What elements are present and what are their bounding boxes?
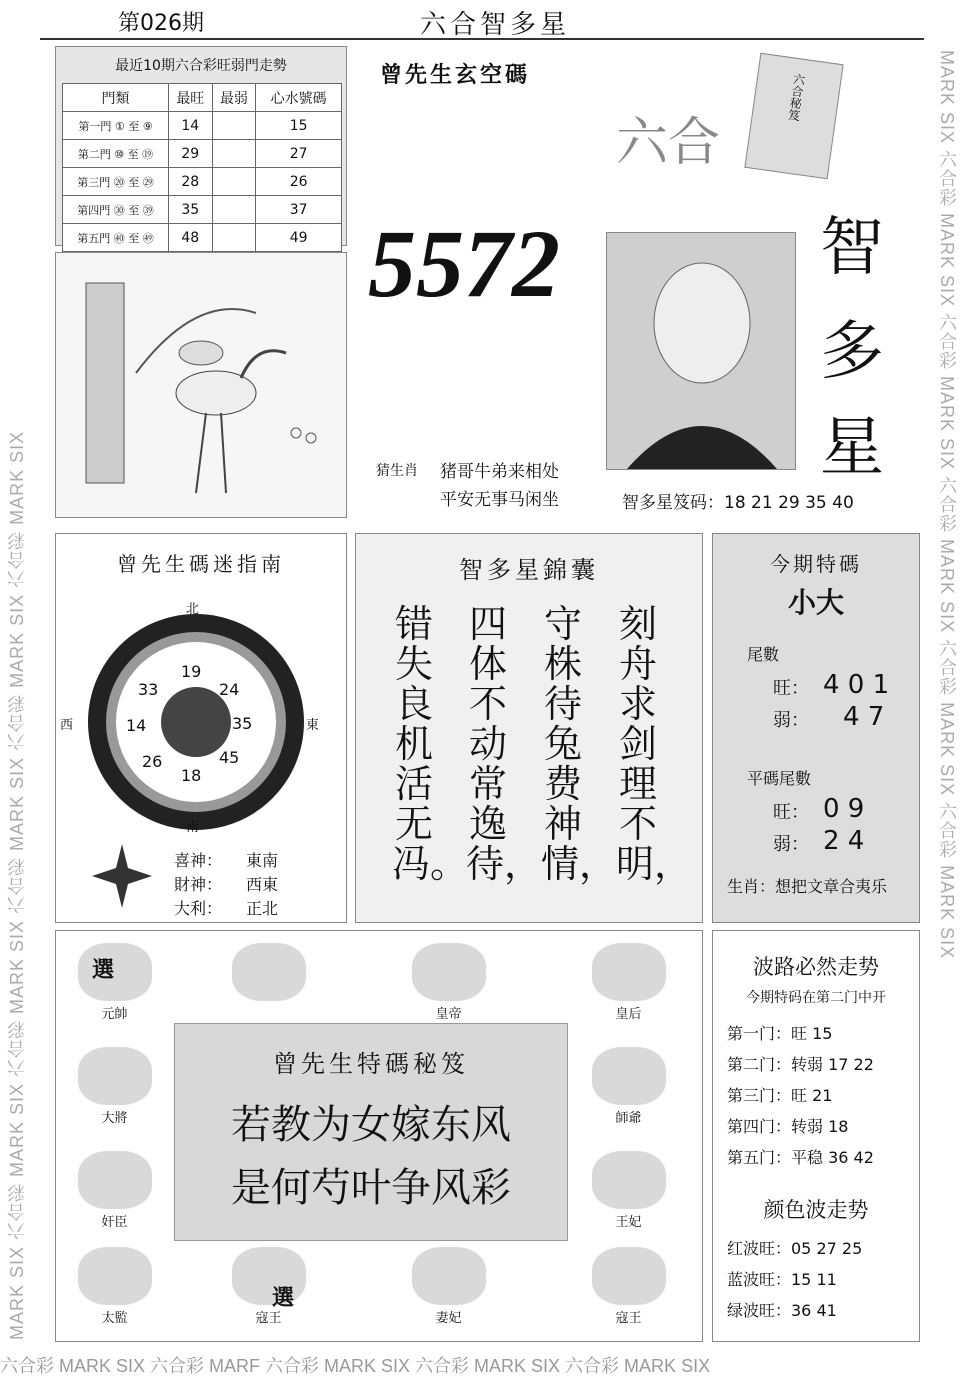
- tail-weak-key: 弱：: [773, 710, 809, 731]
- min-cell: [212, 112, 256, 140]
- star-burst-icon: [90, 844, 154, 908]
- color-wave-title: 颜色波走势: [763, 1198, 869, 1222]
- special-title: 今期特碼: [770, 552, 862, 576]
- col-min: 最弱: [212, 84, 256, 112]
- color-red: 红波旺：05 27 25: [727, 1239, 863, 1258]
- wheel-num: 24: [219, 680, 240, 699]
- min-cell: [212, 168, 256, 196]
- zodiac-name: 王妃: [615, 1215, 642, 1230]
- flat-label: 平碼尾數: [747, 769, 812, 788]
- col-pick: 心水號碼: [256, 84, 342, 112]
- wave-door-1: 第一门：旺 15: [727, 1024, 833, 1043]
- wheel-num: 45: [219, 748, 240, 767]
- wave-door-2: 第二门：转弱 17 22: [727, 1055, 874, 1074]
- zodiac-animal-icon: [78, 1151, 152, 1209]
- compass-wheel-icon: [78, 604, 328, 844]
- zodiac-animal-icon: [78, 943, 152, 1001]
- trend-table: [62, 83, 342, 252]
- brand-xing: 星: [820, 411, 884, 485]
- table-row: [63, 196, 342, 224]
- zodiac-cell: [576, 1241, 681, 1337]
- god-joy-label: 喜神：: [174, 851, 223, 870]
- wheel-num: 33: [138, 680, 159, 699]
- col-door: 門類: [63, 84, 169, 112]
- select-mark: 選: [272, 1286, 295, 1311]
- wave-panel: [712, 930, 920, 1342]
- brand-zhi: 智: [820, 211, 884, 285]
- zodiac-animal-icon: [78, 1047, 152, 1105]
- max-cell: 48: [169, 224, 213, 252]
- poem-col-2: 守株待兔费神情，: [541, 602, 618, 886]
- crane-drawing-icon: [56, 253, 346, 517]
- secret-line1: 若教为女嫁东风: [231, 1102, 511, 1148]
- wave-note: 今期特码在第二门中开: [746, 990, 886, 1006]
- door-cell: 第二門 ⑩ 至 ⑲: [63, 140, 169, 168]
- special-panel: [712, 533, 920, 923]
- door-cell: 第三門 ⑳ 至 ㉙: [63, 168, 169, 196]
- bird-illustration: [55, 252, 347, 518]
- zodiac-cell: [62, 1145, 167, 1241]
- flat-strong-key: 旺：: [773, 802, 809, 823]
- pick-cell: 27: [256, 140, 342, 168]
- god-wealth-value: 西東: [246, 875, 279, 894]
- zodiac-cell: [396, 1241, 501, 1337]
- side-watermark-left: MARK SIX 六合彩 MARK SIX 六合彩 MARK SIX 六合彩 MARK SIX 六合彩 MARK SIX 六合彩 MARK SIX: [7, 430, 27, 1340]
- guide-panel: [55, 533, 347, 923]
- issue-number: 第026期: [118, 11, 204, 36]
- guess-line2: 平安无事马闲坐: [440, 490, 559, 510]
- special-zodiac: 生肖：想把文章合夷乐: [727, 877, 888, 896]
- secret-title: 曾先生特碼秘笈: [273, 1050, 469, 1078]
- color-blue: 蓝波旺：15 11: [727, 1270, 837, 1289]
- poem-col-4: 错失良机活无冯。: [392, 602, 469, 886]
- pick-cell: 15: [256, 112, 342, 140]
- zodiac-animal-icon: [592, 1151, 666, 1209]
- flat-strong-value: 0 9: [823, 794, 865, 824]
- jinnang-title: 智多星錦囊: [459, 556, 599, 584]
- dir-west: 西: [60, 718, 74, 733]
- min-cell: [212, 140, 256, 168]
- god-luck-label: 大利：: [174, 899, 223, 918]
- zodiac-name: 皇帝: [435, 1007, 462, 1022]
- door-cell: 第五門 ㊵ 至 ㊾: [63, 224, 169, 252]
- zodiac-animal-icon: [412, 1247, 486, 1305]
- wheel-num: 35: [232, 714, 253, 733]
- zodiac-cell: [62, 1041, 167, 1137]
- wheel-num: 19: [181, 662, 202, 681]
- wave-door-4: 第四门：转弱 18: [727, 1117, 849, 1136]
- tail-label: 尾數: [747, 645, 780, 664]
- god-joy-value: 東南: [246, 851, 279, 870]
- book-image: [744, 53, 843, 180]
- zodiac-name: 寇王: [615, 1311, 642, 1326]
- zodiac-name: 妻妃: [435, 1311, 462, 1326]
- zodiac-animal-icon: [232, 1247, 306, 1305]
- color-green: 绿波旺：36 41: [727, 1301, 837, 1320]
- special-size: 小大: [787, 586, 844, 619]
- book-title: 六合秘笈: [785, 72, 807, 122]
- table-header: [63, 84, 342, 112]
- wheel-num: 14: [126, 716, 147, 735]
- secret-panel: [174, 1023, 568, 1241]
- zodiac-animal-icon: [412, 943, 486, 1001]
- wave-door-5: 第五门：平稳 36 42: [727, 1148, 874, 1167]
- flat-weak-key: 弱：: [773, 834, 809, 855]
- table-row: [63, 168, 342, 196]
- wave-title: 波路必然走势: [753, 955, 879, 979]
- min-cell: [212, 196, 256, 224]
- trend-title: 最近10期六合彩旺弱門走勢: [115, 58, 287, 74]
- brand-liuhe: 六合: [616, 113, 721, 173]
- table-row: [63, 112, 342, 140]
- pick-cell: 49: [256, 224, 342, 252]
- bottom-watermark: 六合彩 MARK SIX 六合彩 MARF 六合彩 MARK SIX 六合彩 MARK SIX 六合彩 MARK SIX: [0, 1356, 711, 1376]
- max-cell: 28: [169, 168, 213, 196]
- side-watermark-right: MARK SIX 六合彩 MARK SIX 六合彩 MARK SIX 六合彩 MARK SIX 六合彩 MARK SIX 六合彩 MARK SIX: [937, 50, 957, 960]
- god-wealth-label: 財神：: [174, 875, 223, 894]
- door-cell: 第四門 ㉚ 至 ㊴: [63, 196, 169, 224]
- dir-east: 東: [306, 718, 320, 733]
- guess-line1: 猪哥牛弟来相处: [440, 462, 559, 482]
- table-row: [63, 140, 342, 168]
- zodiac-name: 奸臣: [101, 1215, 128, 1230]
- tail-strong-value: 4 0 1: [823, 670, 890, 700]
- zodiac-cell: [576, 1041, 681, 1137]
- wave-door-3: 第三门：旺 21: [727, 1086, 833, 1105]
- max-cell: 14: [169, 112, 213, 140]
- zodiac-name: 元帥: [101, 1007, 128, 1022]
- zodiac-animal-icon: [592, 1247, 666, 1305]
- zodiac-cell: [62, 937, 167, 1033]
- xuankong-title: 曾先生玄空碼: [380, 63, 531, 88]
- zodiac-cell: [576, 1145, 681, 1241]
- zodiac-panel: [55, 930, 703, 1342]
- zodiac-animal-icon: [592, 1047, 666, 1105]
- zodiac-name: 太監: [101, 1311, 128, 1326]
- secret-line2: 是何芍叶争风彩: [231, 1165, 511, 1211]
- door-cell: 第一門 ① 至 ⑨: [63, 112, 169, 140]
- guess-label: 猜生肖: [376, 463, 418, 479]
- guide-title: 曾先生碼迷指南: [117, 552, 285, 576]
- trend-panel: [55, 46, 347, 246]
- zodiac-cell: [216, 937, 321, 1033]
- brand-duo: 多: [820, 315, 884, 389]
- dir-south: 南: [186, 820, 200, 835]
- zodiac-animal-icon: [232, 943, 306, 1001]
- zodiac-cell: [396, 937, 501, 1033]
- zodiac-name: 師爺: [615, 1111, 642, 1126]
- tail-strong-key: 旺：: [773, 678, 809, 699]
- xuankong-number: 5572: [368, 210, 560, 317]
- poem-col-1: 刻舟求剑理不明，: [616, 602, 693, 886]
- pick-cell: 37: [256, 196, 342, 224]
- wheel-num: 26: [142, 752, 163, 771]
- zodiac-cell: [576, 937, 681, 1033]
- portrait-photo: [606, 232, 796, 470]
- zodiac-name: 皇后: [615, 1007, 642, 1022]
- zodiac-name: 寇王: [255, 1311, 282, 1326]
- portrait-icon: [607, 233, 795, 469]
- jinnang-panel: [355, 533, 703, 923]
- zodiac-cell: [216, 1241, 321, 1337]
- poem-col-3: 四体不动常逸待，: [466, 602, 543, 886]
- table-row: [63, 224, 342, 252]
- select-mark: 選: [92, 958, 115, 983]
- tail-weak-value: 4 7: [843, 702, 885, 732]
- page-title: 六合智多星: [420, 10, 571, 40]
- zodiac-cell: [62, 1241, 167, 1337]
- dir-north: 北: [186, 602, 200, 617]
- max-cell: 29: [169, 140, 213, 168]
- brand-codes: 智多星笈码：18 21 29 35 40: [622, 493, 854, 513]
- god-luck-value: 正北: [246, 899, 279, 918]
- zodiac-animal-icon: [78, 1247, 152, 1305]
- zodiac-name: 大將: [101, 1111, 128, 1126]
- pick-cell: 26: [256, 168, 342, 196]
- max-cell: 35: [169, 196, 213, 224]
- flat-weak-value: 2 4: [823, 826, 865, 856]
- zodiac-animal-icon: [592, 943, 666, 1001]
- wheel-num: 18: [181, 766, 202, 785]
- col-max: 最旺: [169, 84, 213, 112]
- min-cell: [212, 224, 256, 252]
